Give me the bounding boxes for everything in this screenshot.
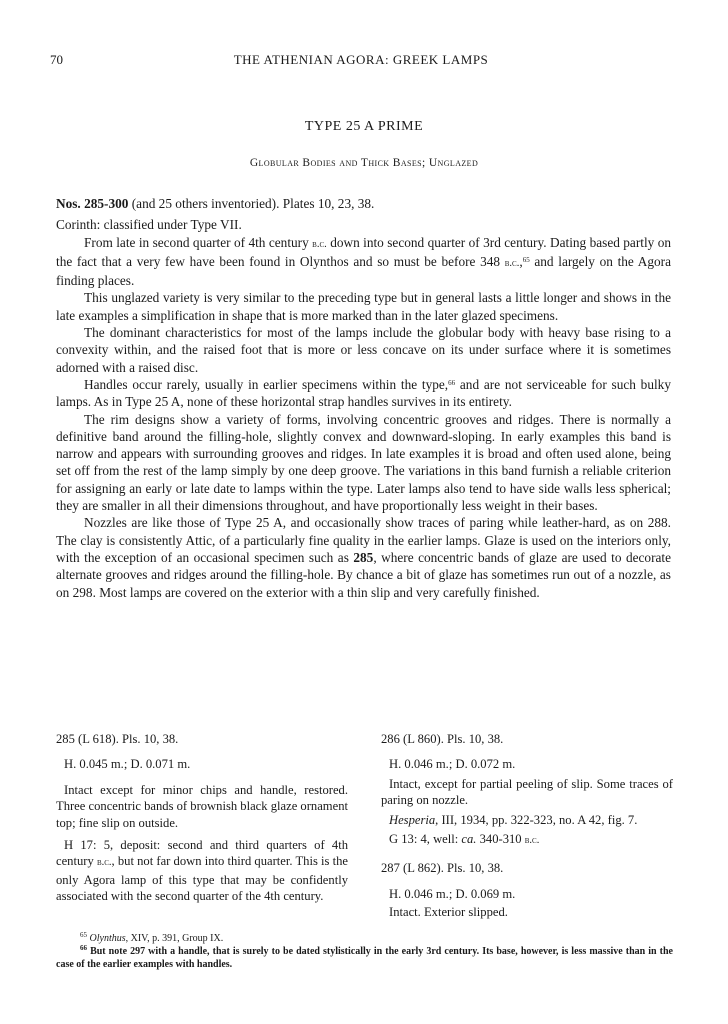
text-segment: Handles occur rarely, usually in earlier specimens within the type, [84,376,449,392]
running-title: THE ATHENIAN AGORA: GREEK LAMPS [233,52,489,67]
nos-rest: (and 25 others inventoried). Plates 10, 23, 38. [131,196,375,211]
paragraph-variety: This unglazed variety is very similar to the preceding type but in general lasts a little longer and shows in the late examples a simplification in shape that is more marked than in the later glazed specimens. [56,290,671,323]
page-header [50,52,672,68]
footnote-66 [56,943,673,972]
page-number: 70 [50,52,63,67]
text-segment: and largely on the Agora finding places. [56,253,671,289]
catalogue-heading [381,860,673,876]
catalogue-context [56,837,348,905]
catalogue-number: 287 (L 862). [381,861,444,876]
paragraph-dating [56,234,671,290]
catalogue-description: Intact except for minor chips and handle, restored. Three concentric bands of brownish black glaze ornament top; fine slip on outside. [56,782,348,830]
catalogue-dims: H. 0.046 m.; D. 0.072 m. [389,757,516,772]
abbrev-bc: b.c. [312,238,327,250]
text-segment: 340-310 [479,832,522,847]
catalogue-number: 285 (L 618). [56,732,119,746]
footnotes [56,933,673,971]
text-segment: down into second quarter of 3rd century. Dating based partly on the fact that a very few have been found in Olynthos and so must be before 348 [56,234,672,269]
paragraph-rim: The rim designs show a variety of forms, involving concentric grooves and ridges. There is normally a definitive band around the filling-hole, slightly convex and downward-sloping. In early examples this band is narrow and appears with surrounding grooves and ridges. In late examples it is broad and often used alone, being set off from the rest of the lamp simply by one deep groove. The variations in this band furnish a reliable criterion for assigning an early or late date to lamps within the type. Later lamps also tend to have side walls less spherical; they are smaller in all their dimensions throughout, and have proportionally less weight in their bases. [56,411,671,514]
catalogue-description: Intact. Exterior slipped. [389,905,508,920]
text-segment: From late in second quarter of 4th century [84,234,309,250]
catalogue-ref: 285 [353,549,374,565]
footnote-number: 66 [80,943,87,952]
footnote-number: 65 [80,931,87,939]
catalogue-context [381,831,673,849]
catalogue-plates: Pls. 10, 38. [447,861,504,876]
footnote-text: , XIV, p. 391, Group IX. [125,933,224,944]
text-segment: and are not serviceable for such bulky lamps. As in Type 25 A, none of these horizontal strap handles survives in its entirety. [56,376,671,410]
catalogue-heading [56,731,348,747]
footnote-text: But note 297 with a handle, that is surely to be dated stylistically in the early 3rd century. Its base, however, is less massive than in the case of the earlier examples with handles. [56,945,673,970]
nos-line [56,195,671,212]
journal-title: Hesperia [389,812,436,827]
text-segment: G 13: 4, well: [389,832,459,847]
footnote-65 [56,933,673,946]
section-subtitle: Globular Bodies and Thick Bases; Unglazed [249,157,479,169]
catalogue-heading [381,731,673,747]
abbrev-bc: b.c. [524,835,540,847]
paragraph-handles [56,376,671,411]
circa-abbrev: ca. [461,832,477,847]
catalogue-column-left [56,731,348,905]
footnote-title: Olynthus [89,933,126,944]
text-segment: , where concentric bands of glaze are used to decorate alternate grooves and ridges around the filling-hole. By chance a bit of glaze has sometimes run out of a nozzle, as on 298. Most lamps are covered on the exterior with a thin slip and very carefully finished. [56,549,672,600]
section-title: TYPE 25 A PRIME [304,119,424,134]
text-segment: Nozzles are like those of Type 25 A, and occasionally show traces of paring while leather-hard, as on 288. The clay is consistently Attic, of a particularly fine quality in the earlier lamps. Glaze is used on the interiors only, with the exception of an occasional specimen such as [56,515,671,565]
nos-label: Nos. 285-300 [56,196,129,211]
abbrev-bc: b.c. [504,257,520,269]
catalogue-plates: Pls. 10, 38. [122,732,179,746]
abbrev-bc: b.c. [96,857,112,869]
corinth-line: Corinth: classified under Type VII. [56,217,242,233]
catalogue-plates: Pls. 10, 38. [447,732,504,746]
text-segment: H 17: 5, deposit: second and third quarters of 4th century [56,838,348,869]
paragraph-nozzles [56,514,671,600]
paragraph-characteristics: The dominant characteristics for most of the lamps include the globular body with heavy base rising to a convexity within, and the raised foot that is more or less concave on its under surface where it is sometimes adorned with a raised disc. [56,325,671,375]
catalogue-dims: H. 0.046 m.; D. 0.069 m. [389,886,516,901]
text-segment: , but not far down into third quarter. This is the only Agora lamp of this type that may be confidently associated with the second quarter of the 4th century. [56,854,349,904]
text-segment: , [519,253,523,269]
catalogue-reference [381,812,673,828]
text-segment: , III, 1934, pp. 322-323, no. A 42, fig. 7. [435,812,638,827]
body-text [56,195,671,601]
catalogue-description: Intact, except for partial peeling of slip. Some traces of paring on nozzle. [381,776,673,808]
catalogue-number: 286 (L 860). [381,732,444,746]
catalogue-dims: H. 0.045 m.; D. 0.071 m. [64,757,191,772]
catalogue-column-right [381,731,673,921]
footnote-ref: 65 [522,255,530,264]
footnote-ref: 66 [448,378,456,387]
